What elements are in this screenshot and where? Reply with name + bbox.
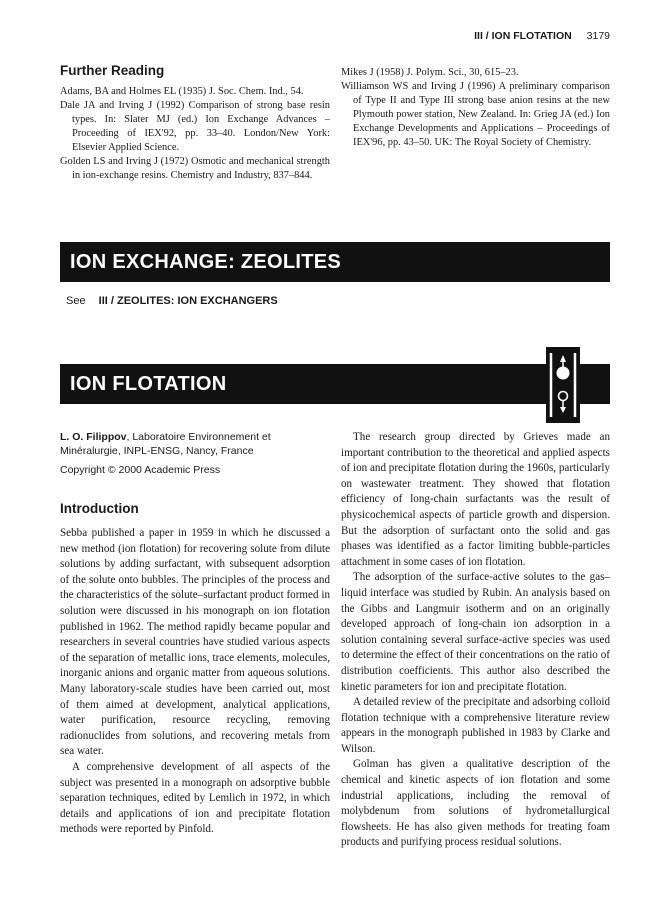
see-label: See — [66, 295, 86, 307]
author-name: L. O. Filippov — [60, 431, 127, 443]
reference-item: Adams, BA and Holmes EL (1935) J. Soc. Chem. Ind., 54. — [60, 86, 304, 97]
further-reading-heading: Further Reading — [60, 63, 165, 78]
author-affiliation: , Laboratoire Environnement et Minéralurgie, INPL-ENSG, Nancy, France — [60, 431, 271, 457]
see-also-line — [66, 295, 278, 307]
running-head-section: III / ION FLOTATION — [474, 30, 572, 42]
body-paragraph: The research group directed by Grieves made an important contribution to the theoretical and applied aspects of ion and precipitate flotation during the 1960s, particularly on wastewater treatment. They showed that flotation efficiency of long-chain surfactants was the result of physicochemical aspects of particle growth and dispersion. But the adsorption of surfactant onto the solid and gas phases was identified as a factor limiting bubble-particles attachment in some cases of ion flotation. — [341, 431, 610, 568]
body-paragraph: The adsorption of the surface-active solutes to the gas–liquid interface was studied by Rubin. An analysis based on the Gibbs and Langmuir isotherm and on an originally developed approach of long-chain ion adsorption in a solution containing several surface-active species was used to determine the effect of their concentrations on the ratio of distribution coefficients. This author also described the kinetic parameters for ion and precipitate flotation. — [341, 571, 610, 693]
body-paragraph: A comprehensive development of all aspects of the subject was presented in a monograph on adsorptive bubble separation techniques, edited by Lemlich in 1972, in which details and applications of ion and precipitate flotation methods were reported by Pinfold. — [60, 760, 330, 836]
reference-item: Dale JA and Irving J (1992) Comparison of strong base resin types. In: Slater MJ (ed.) Ion Exchange Advances – Proceeding of IEX'92, pp. 33–40. London/New York: Elsevier Applied Science. — [60, 100, 330, 153]
further-reading-left — [60, 63, 330, 183]
article-title-banner: ION FLOTATION — [60, 364, 610, 404]
zeolites-banner: ION EXCHANGE: ZEOLITES — [60, 242, 610, 282]
page-number: 3179 — [586, 30, 610, 42]
further-reading-right — [341, 66, 610, 150]
see-target-link[interactable]: III / ZEOLITES: ION EXCHANGERS — [98, 295, 278, 307]
section-logo-icon — [546, 347, 580, 423]
introduction-heading: Introduction — [60, 501, 139, 516]
body-paragraph: Sebba published a paper in 1959 in which he discussed a new method (ion flotation) for recovering solute from dilute solutions by adding surfactant, with subsequent adsorption of the solute onto bubbles. The principles of the process and the characteristics of the solute–surfactant product formed in solution were discussed in his monograph on ion flotation published in 1962. The method rapidly became popular and researchers in several countries have studied various aspects of the separation of metallic ions, trace elements, molecules, inorganic anions and organic matter from aqueous solutions. Many laboratory-scale studies have been carried out, most of them aimed at development, analytical applications, water purification, resource recycling, removing radionuclides from solutions, and recovering metals from sea water. — [60, 527, 330, 758]
article-right-column — [341, 430, 610, 851]
author-line — [60, 430, 330, 458]
copyright-line: Copyright © 2000 Academic Press — [60, 464, 221, 476]
reference-item: Williamson WS and Irving J (1996) A preliminary comparison of Type II and Type III strong base anion resins at the new Plymouth power station, New Zealand. In: Grieg JA (ed.) Ion Exchange Developments and Applications – Proceedings of IEX'96, pp. 43–50. UK: The Royal Society of Chemistry. — [341, 81, 610, 148]
reference-item: Mikes J (1958) J. Polym. Sci., 30, 615–23. — [341, 67, 519, 78]
body-paragraph: A detailed review of the precipitate and adsorbing colloid flotation technique with a comprehensive literature review appears in the monograph published in 1983 by Clarke and Wilson. — [341, 696, 610, 755]
article-left-column — [60, 430, 330, 838]
reference-item: Golden LS and Irving J (1972) Osmotic and mechanical strength in ion-exchange resins. Chemistry and Industry, 837–844. — [60, 156, 330, 181]
body-paragraph: Golman has given a qualitative description of the chemical and kinetic aspects of ion flotation and some industrial applications, including the removal of molybdenum from solutions of hydrometallurgical flowsheets. He has also given methods for treating foam products and purifying process residual solutions. — [341, 758, 610, 849]
running-head — [474, 30, 610, 42]
